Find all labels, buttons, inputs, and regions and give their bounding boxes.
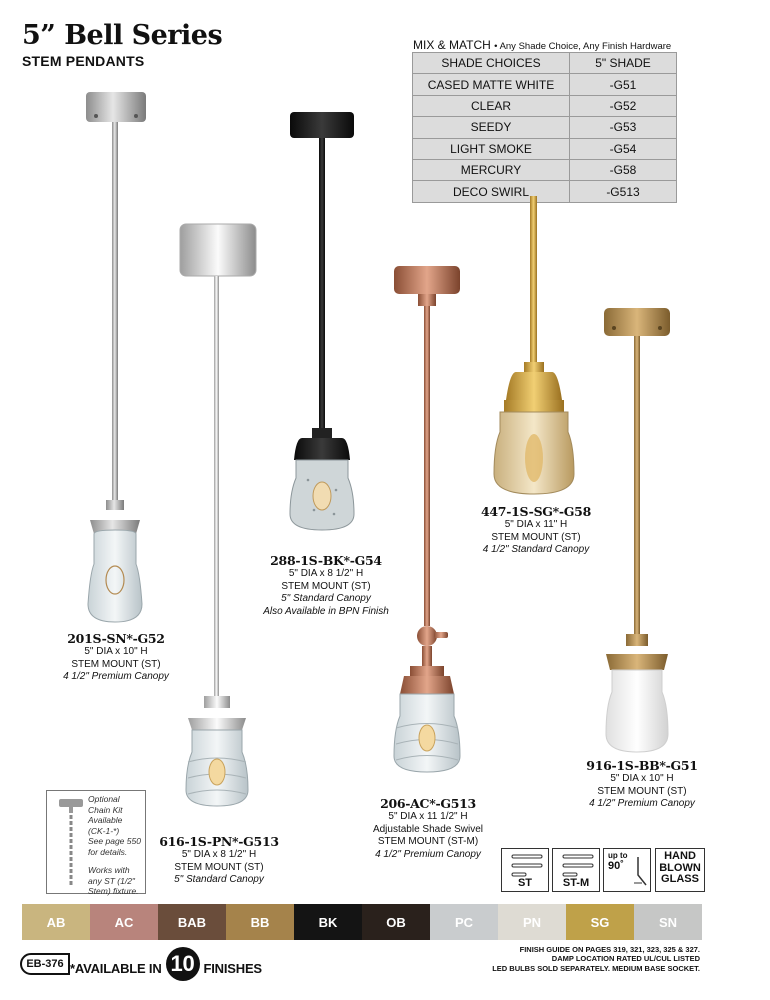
- fine-print: [400, 945, 700, 973]
- finish-swatch-ob[interactable]: OB: [362, 904, 430, 940]
- pendant-916-1s-bb-image[interactable]: [594, 304, 684, 760]
- finish-swatch-pc[interactable]: PC: [430, 904, 498, 940]
- chain-note-line: Chain Kit: [88, 804, 123, 815]
- product-code: 206-AC*-G513: [380, 796, 476, 811]
- chain-note-spacer: [88, 857, 148, 865]
- product-mount: STEM MOUNT (ST-M): [377, 836, 479, 847]
- shade-code: -G53: [570, 117, 677, 138]
- pendant-616-1s-pn-image[interactable]: [172, 222, 262, 830]
- product-canopy: 5" Standard Canopy: [174, 874, 264, 885]
- shade-code: -G51: [570, 74, 677, 95]
- shade-name: CASED MATTE WHITE: [413, 74, 570, 95]
- product-canopy: 4 1/2" Premium Canopy: [375, 848, 481, 860]
- product-note: Also Available in BPN Finish: [263, 605, 389, 617]
- table-row: [413, 74, 677, 95]
- finish-swatch-bab[interactable]: BAB: [158, 904, 226, 940]
- product-label: [348, 796, 508, 861]
- product-canopy: 4 1/2" Premium Canopy: [63, 671, 169, 682]
- finish-swatch-sn[interactable]: SN: [634, 904, 702, 940]
- product-code: 447-1S-SG*-G58: [481, 504, 591, 519]
- finish-swatches: [22, 904, 702, 940]
- table-row: [413, 95, 677, 116]
- chain-note-line: See page 550: [88, 836, 141, 846]
- shade-choices-table: [412, 52, 677, 203]
- table-row: [413, 159, 677, 180]
- shade-name: DECO SWIRL: [413, 181, 570, 202]
- product-dimensions: 5" DIA x 11" H: [504, 519, 568, 530]
- product-dimensions: 5" DIA x 8 1/2" H: [181, 849, 257, 860]
- page-code: EB-376: [20, 953, 70, 975]
- finish-swatch-bb[interactable]: BB: [226, 904, 294, 940]
- finish-count-badge: 10: [166, 947, 200, 981]
- pendant-201s-sn-image[interactable]: [70, 90, 160, 630]
- finish-swatch-pn[interactable]: PN: [498, 904, 566, 940]
- product-code: 288-1S-BK*-G54: [270, 553, 382, 568]
- shade-code: -G58: [570, 159, 677, 180]
- table-header-cell: SHADE CHOICES: [413, 53, 570, 74]
- page-title: 5” Bell Series: [22, 20, 223, 51]
- chain-note-line: Optional: [88, 794, 120, 804]
- product-mount: STEM MOUNT (ST): [597, 785, 687, 797]
- hand-blown-glass-text: [655, 851, 705, 886]
- product-mount: STEM MOUNT (ST): [174, 861, 264, 873]
- chain-note-line: for details.: [88, 846, 128, 857]
- swivel-angle-icon: [603, 848, 651, 892]
- available-suffix: FINISHES: [203, 960, 262, 976]
- chain-kit-note: [88, 794, 148, 897]
- product-dimensions: 5" DIA x 8 1/2" H: [288, 568, 364, 579]
- product-dimensions: 5" DIA x 11 1/2" H: [388, 811, 468, 822]
- hbg-line: BLOWN: [659, 861, 701, 874]
- shade-code: -G52: [570, 95, 677, 116]
- up-to-label: up to: [608, 851, 628, 860]
- st-label: ST: [517, 877, 533, 889]
- pendant-288-1s-bk-image[interactable]: [278, 110, 374, 550]
- table-row: [413, 117, 677, 138]
- finish-swatch-ab[interactable]: AB: [22, 904, 90, 940]
- fine-print-line: DAMP LOCATION RATED UL/CUL LISTED: [551, 954, 700, 964]
- st-m-label: ST-M: [562, 877, 590, 889]
- product-label: [562, 758, 722, 811]
- table-header-cell: 5" SHADE: [570, 53, 677, 74]
- mix-match-heading: [413, 38, 671, 52]
- shade-name: SEEDY: [413, 117, 570, 138]
- product-label: [134, 834, 304, 887]
- mix-match-title: MIX & MATCH: [413, 38, 491, 52]
- shade-code: -G54: [570, 138, 677, 159]
- product-label: [456, 504, 616, 557]
- product-code: 201S-SN*-G52: [67, 631, 165, 646]
- product-mount: STEM MOUNT (ST): [281, 580, 371, 592]
- product-code: 916-1S-BB*-G51: [586, 758, 698, 773]
- product-swivel: Adjustable Shade Swivel: [372, 823, 484, 835]
- finish-swatch-ac[interactable]: AC: [90, 904, 158, 940]
- finish-availability: [70, 951, 262, 981]
- product-mount: STEM MOUNT (ST): [491, 531, 581, 543]
- hbg-line: HAND: [664, 850, 696, 862]
- product-canopy: 4 1/2" Standard Canopy: [482, 544, 590, 555]
- shade-name: CLEAR: [413, 95, 570, 116]
- product-canopy: 4 1/2" Premium Canopy: [589, 798, 695, 809]
- st-mount-icon: [501, 848, 549, 892]
- product-canopy: 5" Standard Canopy: [281, 593, 371, 604]
- angle-label: 90˚: [608, 860, 624, 872]
- st-m-mount-icon: [552, 848, 600, 892]
- finish-swatch-sg[interactable]: SG: [566, 904, 634, 940]
- chain-note-line: Available: [88, 815, 123, 825]
- table-header-row: [413, 53, 677, 74]
- shade-code: -G513: [570, 181, 677, 202]
- fine-print-line: FINISH GUIDE ON PAGES 319, 321, 323, 325 & 327.: [519, 945, 700, 954]
- chain-kit-icon: [53, 795, 89, 893]
- fine-print-line: LED BULBS SOLD SEPARATELY. MEDIUM BASE SOCKET.: [492, 963, 700, 973]
- product-code: 616-1S-PN*-G513: [159, 834, 279, 849]
- available-prefix: *AVAILABLE IN: [70, 960, 162, 976]
- product-dimensions: 5" DIA x 10" H: [84, 646, 148, 657]
- shade-name: MERCURY: [413, 159, 570, 180]
- shade-name: LIGHT SMOKE: [413, 138, 570, 159]
- chain-note-line: any ST (1/2": [88, 875, 135, 886]
- product-dimensions: 5" DIA x 10" H: [610, 773, 674, 784]
- mix-match-note: • Any Shade Choice, Any Finish Hardware: [494, 41, 672, 52]
- chain-note-line: Stem) fixture.: [88, 886, 139, 896]
- product-mount: STEM MOUNT (ST): [71, 658, 161, 670]
- table-row: [413, 138, 677, 159]
- chain-note-line: (CK-1-*): [88, 825, 120, 836]
- finish-swatch-bk[interactable]: BK: [294, 904, 362, 940]
- hbg-line: GLASS: [661, 873, 699, 885]
- chain-note-line: Works with: [88, 865, 130, 875]
- pendant-447-1s-sg-image[interactable]: [490, 196, 580, 506]
- page-subtitle: STEM PENDANTS: [22, 53, 145, 69]
